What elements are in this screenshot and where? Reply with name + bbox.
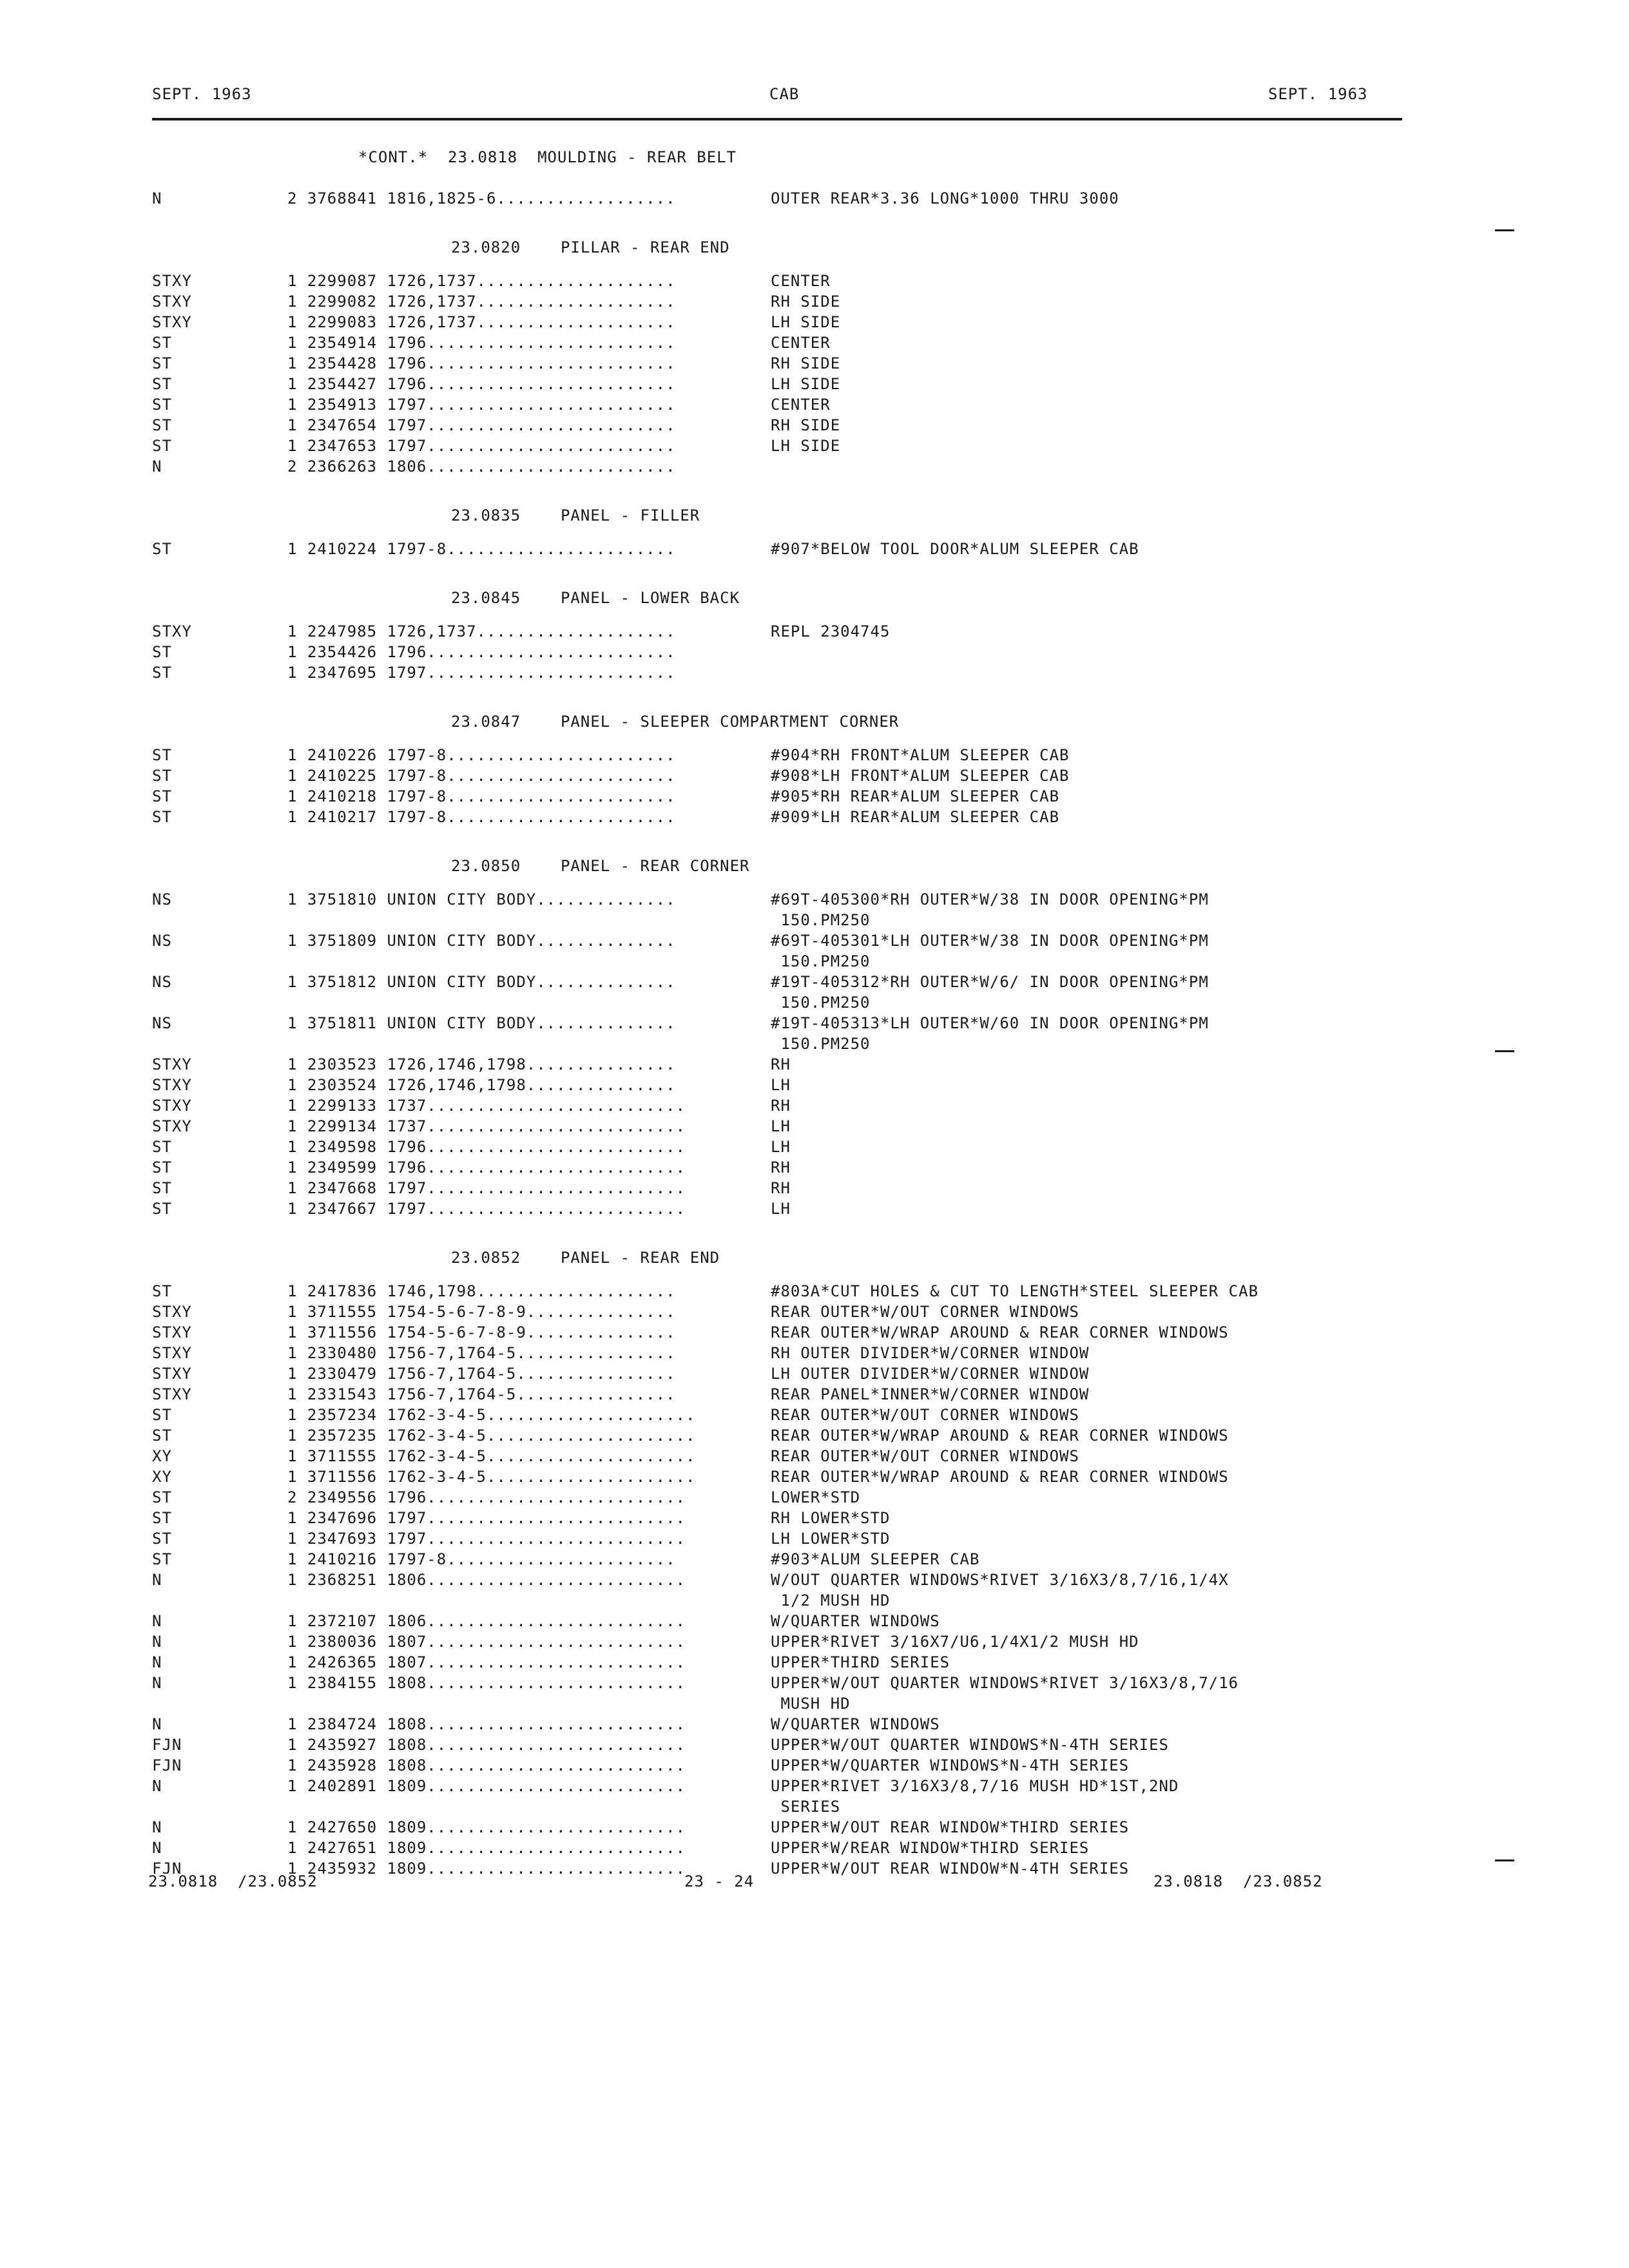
part-number-line: 1 2354428 1796.........................: [287, 354, 676, 372]
part-code: N: [152, 1571, 162, 1589]
part-description: #909*LH REAR*ALUM SLEEPER CAB: [771, 808, 1060, 826]
part-code: ST: [152, 540, 172, 558]
part-number-line: 1 2380036 1807..........................: [287, 1633, 686, 1651]
part-row: [0, 189, 1629, 210]
part-row: [0, 1117, 1629, 1138]
part-code: ST: [152, 334, 172, 352]
header-rule: [152, 118, 1402, 120]
part-code: ST: [152, 1179, 172, 1197]
part-code: ST: [152, 767, 172, 785]
part-number-line: 1 2427651 1809..........................: [287, 1839, 686, 1857]
part-row: [0, 1427, 1629, 1447]
part-description: UPPER*W/OUT QUARTER WINDOWS*N-4TH SERIES: [771, 1736, 1169, 1754]
part-number-line: 1 2410225 1797-8.......................: [287, 767, 676, 785]
section-title: 23.0835 PANEL - FILLER: [451, 506, 700, 524]
part-description: RH: [771, 1179, 791, 1197]
part-row: [0, 973, 1629, 994]
part-code: STXY: [152, 1097, 192, 1115]
part-row: [0, 1076, 1629, 1097]
part-number-line: 1 2331543 1756-7,1764-5................: [287, 1385, 676, 1403]
part-code: FJN: [152, 1756, 182, 1774]
part-description: CENTER: [771, 272, 831, 290]
part-row: [0, 1303, 1629, 1323]
part-code: N: [152, 1633, 162, 1651]
part-description: #903*ALUM SLEEPER CAB: [771, 1550, 980, 1568]
part-description: LH SIDE: [771, 437, 841, 455]
part-description: CENTER: [771, 334, 831, 352]
part-row: [0, 437, 1629, 457]
part-number-line: 1 2354914 1796.........................: [287, 334, 676, 352]
part-row: [0, 1736, 1629, 1756]
part-description: REAR OUTER*W/OUT CORNER WINDOWS: [771, 1447, 1079, 1465]
part-code: STXY: [152, 1303, 192, 1321]
part-description: UPPER*RIVET 3/16X7/U6,1/4X1/2 MUSH HD: [771, 1633, 1139, 1651]
section-title: 23.0847 PANEL - SLEEPER COMPARTMENT CORNER: [451, 713, 900, 731]
part-number-line: 1 2384724 1808..........................: [287, 1715, 686, 1733]
part-description: #19T-405312*RH OUTER*W/6/ IN DOOR OPENING*PM: [771, 973, 1209, 991]
part-number-line: 1 2349598 1796..........................: [287, 1138, 686, 1156]
header-date-left: SEPT. 1963: [152, 85, 252, 103]
part-code: ST: [152, 1550, 172, 1568]
part-code: STXY: [152, 272, 192, 290]
part-code: FJN: [152, 1736, 182, 1754]
part-row: [0, 1282, 1629, 1303]
part-number-line: 1 2368251 1806..........................: [287, 1571, 686, 1589]
page-header: [0, 85, 1629, 111]
part-row: [0, 1138, 1629, 1158]
part-number-line: 1 2435932 1809..........................: [287, 1860, 686, 1878]
part-row: [0, 1097, 1629, 1117]
section-spacer: [0, 829, 1629, 849]
part-number-line: 1 3711555 1762-3-4-5.....................: [287, 1447, 696, 1465]
part-description: RH SIDE: [771, 354, 841, 372]
section-title: 23.0820 PILLAR - REAR END: [451, 238, 730, 256]
part-number-line: 1 2347654 1797.........................: [287, 416, 676, 434]
part-row: [0, 1509, 1629, 1530]
part-code: N: [152, 1653, 162, 1671]
part-description: REPL 2304745: [771, 622, 891, 640]
part-description: #905*RH REAR*ALUM SLEEPER CAB: [771, 787, 1060, 805]
part-description: REAR OUTER*W/WRAP AROUND & REAR CORNER WINDOWS: [771, 1323, 1229, 1341]
part-code: STXY: [152, 622, 192, 640]
part-row: [0, 375, 1629, 396]
part-description: #69T-405300*RH OUTER*W/38 IN DOOR OPENING*PM: [771, 890, 1209, 908]
part-row: [0, 622, 1629, 643]
part-number-line: 1 2410216 1797-8.......................: [287, 1550, 676, 1568]
part-description: RH: [771, 1055, 791, 1073]
part-number-line: 1 2347668 1797..........................: [287, 1179, 686, 1197]
part-code: STXY: [152, 1365, 192, 1383]
part-description: RH SIDE: [771, 416, 841, 434]
part-row: [0, 1839, 1629, 1860]
part-code: ST: [152, 1200, 172, 1218]
section-heading: [0, 499, 1629, 540]
part-number-line: 1 3751810 UNION CITY BODY..............: [287, 890, 676, 908]
part-number-line: 1 2384155 1808..........................: [287, 1674, 686, 1692]
part-number-line: 1 2435928 1808..........................: [287, 1756, 686, 1774]
part-row: [0, 1365, 1629, 1385]
part-code: ST: [152, 354, 172, 372]
part-description: RH OUTER DIVIDER*W/CORNER WINDOW: [771, 1344, 1090, 1362]
part-description: MUSH HD: [771, 1695, 851, 1713]
part-code: ST: [152, 1530, 172, 1548]
part-row: [0, 293, 1629, 313]
part-row: [0, 1200, 1629, 1220]
part-row: [0, 1014, 1629, 1035]
part-number-line: 1 2354427 1796.........................: [287, 375, 676, 393]
part-code: ST: [152, 1138, 172, 1156]
part-description: RH LOWER*STD: [771, 1509, 891, 1527]
part-row: [0, 1550, 1629, 1571]
part-code: ST: [152, 643, 172, 661]
part-description: RH: [771, 1158, 791, 1177]
part-number-line: 1 2299133 1737..........................: [287, 1097, 686, 1115]
part-code: STXY: [152, 1323, 192, 1341]
part-number-line: 1 2427650 1809..........................: [287, 1818, 686, 1836]
part-row: [0, 396, 1629, 416]
section-heading: [0, 148, 1629, 189]
part-description: W/OUT QUARTER WINDOWS*RIVET 3/16X3/8,7/16,1/4X: [771, 1571, 1229, 1589]
part-description: LOWER*STD: [771, 1488, 861, 1506]
part-description: REAR PANEL*INNER*W/CORNER WINDOW: [771, 1385, 1090, 1403]
part-code: ST: [152, 416, 172, 434]
part-number-line: 1 2410226 1797-8.......................: [287, 746, 676, 764]
part-row: [0, 1344, 1629, 1365]
part-code: XY: [152, 1447, 172, 1465]
part-description: W/QUARTER WINDOWS: [771, 1612, 940, 1630]
part-row: [0, 457, 1629, 478]
section-title: 23.0845 PANEL - LOWER BACK: [451, 589, 740, 607]
part-description: REAR OUTER*W/OUT CORNER WINDOWS: [771, 1406, 1079, 1424]
part-row: [0, 808, 1629, 829]
part-code: ST: [152, 746, 172, 764]
section-heading: [0, 705, 1629, 746]
section-heading: [0, 849, 1629, 890]
section-title: 23.0850 PANEL - REAR CORNER: [451, 857, 750, 875]
part-code: STXY: [152, 313, 192, 331]
part-description: SERIES: [771, 1798, 841, 1816]
section-heading: [0, 581, 1629, 622]
part-code: ST: [152, 1488, 172, 1506]
part-number-line: 1 2330479 1756-7,1764-5................: [287, 1365, 676, 1383]
header-date-right: SEPT. 1963: [1268, 85, 1368, 103]
part-description: LH LOWER*STD: [771, 1530, 891, 1548]
part-row: [0, 890, 1629, 911]
part-row: [0, 354, 1629, 375]
part-code: N: [152, 457, 162, 476]
part-description: UPPER*THIRD SERIES: [771, 1653, 950, 1671]
part-row: [0, 952, 1629, 973]
part-code: STXY: [152, 293, 192, 311]
part-row: [0, 1798, 1629, 1818]
part-number-line: 1 3751809 UNION CITY BODY..............: [287, 932, 676, 950]
part-code: ST: [152, 396, 172, 414]
part-code: ST: [152, 1158, 172, 1177]
part-row: [0, 1695, 1629, 1715]
part-code: XY: [152, 1468, 172, 1486]
part-code: N: [152, 1839, 162, 1857]
page-number: 23 - 24: [684, 1872, 755, 1890]
part-number-line: 1 2372107 1806..........................: [287, 1612, 686, 1630]
part-row: [0, 1035, 1629, 1055]
part-number-line: 2 2349556 1796..........................: [287, 1488, 686, 1506]
part-description: RH SIDE: [771, 293, 841, 311]
part-row: [0, 1674, 1629, 1695]
part-code: ST: [152, 808, 172, 826]
part-code: NS: [152, 890, 172, 908]
part-code: STXY: [152, 1076, 192, 1094]
part-description: UPPER*W/OUT QUARTER WINDOWS*RIVET 3/16X3/8,7/16: [771, 1674, 1239, 1692]
part-description: #904*RH FRONT*ALUM SLEEPER CAB: [771, 746, 1070, 764]
part-row: [0, 1468, 1629, 1488]
part-number-line: 1 2347695 1797.........................: [287, 664, 676, 682]
part-number-line: 1 2417836 1746,1798....................: [287, 1282, 676, 1300]
part-code: STXY: [152, 1385, 192, 1403]
part-row: [0, 272, 1629, 293]
part-description: UPPER*W/OUT REAR WINDOW*N-4TH SERIES: [771, 1860, 1130, 1878]
part-code: STXY: [152, 1055, 192, 1073]
part-code: N: [152, 1674, 162, 1692]
part-row: [0, 1055, 1629, 1076]
part-number-line: 1 2347667 1797..........................: [287, 1200, 686, 1218]
part-code: ST: [152, 1406, 172, 1424]
part-description: CENTER: [771, 396, 831, 414]
part-number-line: 1 2435927 1808..........................: [287, 1736, 686, 1754]
margin-tick-mark: [1495, 1050, 1514, 1052]
part-row: [0, 1571, 1629, 1591]
section-title: *CONT.* 23.0818 MOULDING - REAR BELT: [358, 148, 737, 166]
part-row: [0, 416, 1629, 437]
part-description: #69T-405301*LH OUTER*W/38 IN DOOR OPENING*PM: [771, 932, 1209, 950]
part-description: 150.PM250: [771, 1035, 871, 1053]
part-row: [0, 1777, 1629, 1798]
part-row: [0, 1406, 1629, 1427]
part-row: [0, 1447, 1629, 1468]
part-code: NS: [152, 973, 172, 991]
part-code: ST: [152, 664, 172, 682]
part-code: N: [152, 1818, 162, 1836]
part-number-line: 1 3751812 UNION CITY BODY..............: [287, 973, 676, 991]
part-description: 150.PM250: [771, 952, 871, 970]
part-code: ST: [152, 1509, 172, 1527]
part-number-line: 1 2330480 1756-7,1764-5................: [287, 1344, 676, 1362]
part-code: ST: [152, 437, 172, 455]
part-row: [0, 1818, 1629, 1839]
part-code: ST: [152, 1427, 172, 1445]
part-row: [0, 932, 1629, 952]
part-code: N: [152, 1777, 162, 1795]
part-row: [0, 540, 1629, 561]
part-description: UPPER*RIVET 3/16X3/8,7/16 MUSH HD*1ST,2ND: [771, 1777, 1179, 1795]
section-spacer: [0, 478, 1629, 499]
part-number-line: 1 2303524 1726,1746,1798...............: [287, 1076, 676, 1094]
part-code: FJN: [152, 1860, 182, 1878]
part-description: UPPER*W/OUT REAR WINDOW*THIRD SERIES: [771, 1818, 1130, 1836]
part-number-line: 2 3768841 1816,1825-6..................: [287, 189, 676, 207]
part-description: LH SIDE: [771, 375, 841, 393]
part-row: [0, 994, 1629, 1014]
part-description: UPPER*W/QUARTER WINDOWS*N-4TH SERIES: [771, 1756, 1130, 1774]
part-description: LH: [771, 1076, 791, 1094]
part-code: STXY: [152, 1117, 192, 1135]
footer-range-right: 23.0818 /23.0852: [1153, 1872, 1323, 1890]
part-row: [0, 334, 1629, 354]
part-row: [0, 1530, 1629, 1550]
part-number-line: 1 2303523 1726,1746,1798...............: [287, 1055, 676, 1073]
part-description: REAR OUTER*W/WRAP AROUND & REAR CORNER WINDOWS: [771, 1427, 1229, 1445]
part-row: [0, 1591, 1629, 1612]
part-code: ST: [152, 787, 172, 805]
part-code: ST: [152, 1282, 172, 1300]
part-description: RH: [771, 1097, 791, 1115]
part-description: LH OUTER DIVIDER*W/CORNER WINDOW: [771, 1365, 1090, 1383]
part-row: [0, 1488, 1629, 1509]
part-row: [0, 1323, 1629, 1344]
part-code: N: [152, 1612, 162, 1630]
part-row: [0, 1385, 1629, 1406]
part-number-line: 1 2299134 1737..........................: [287, 1117, 686, 1135]
part-number-line: 1 2410217 1797-8.......................: [287, 808, 676, 826]
part-row: [0, 1612, 1629, 1633]
part-row: [0, 1158, 1629, 1179]
part-number-line: 1 2299083 1726,1737....................: [287, 313, 676, 331]
part-row: [0, 1715, 1629, 1736]
part-code: N: [152, 1715, 162, 1733]
part-number-line: 1 2426365 1807..........................: [287, 1653, 686, 1671]
part-number-line: 1 2357235 1762-3-4-5.....................: [287, 1427, 696, 1445]
part-number-line: 1 2347653 1797.........................: [287, 437, 676, 455]
part-description: LH: [771, 1117, 791, 1135]
part-description: #907*BELOW TOOL DOOR*ALUM SLEEPER CAB: [771, 540, 1139, 558]
part-description: LH: [771, 1200, 791, 1218]
section-heading: [0, 231, 1629, 272]
margin-tick-mark: [1495, 229, 1514, 231]
margin-tick-mark: [1495, 1860, 1514, 1861]
part-row: [0, 911, 1629, 932]
part-code: N: [152, 189, 162, 207]
part-number-line: 1 2347693 1797..........................: [287, 1530, 686, 1548]
footer-range-left: 23.0818 /23.0852: [148, 1872, 318, 1890]
part-description: 150.PM250: [771, 911, 871, 929]
part-code: NS: [152, 932, 172, 950]
part-description: LH: [771, 1138, 791, 1156]
part-number-line: 1 2299082 1726,1737....................: [287, 293, 676, 311]
section-spacer: [0, 210, 1629, 231]
part-row: [0, 313, 1629, 334]
part-row: [0, 787, 1629, 808]
part-row: [0, 643, 1629, 664]
part-number-line: 1 2410218 1797-8.......................: [287, 787, 676, 805]
part-code: NS: [152, 1014, 172, 1032]
part-code: ST: [152, 375, 172, 393]
part-number-line: 1 3711556 1754-5-6-7-8-9...............: [287, 1323, 676, 1341]
part-description: 150.PM250: [771, 994, 871, 1012]
part-number-line: 1 2299087 1726,1737....................: [287, 272, 676, 290]
part-description: #908*LH FRONT*ALUM SLEEPER CAB: [771, 767, 1070, 785]
part-description: OUTER REAR*3.36 LONG*1000 THRU 3000: [771, 189, 1119, 207]
part-number-line: 1 2354913 1797.........................: [287, 396, 676, 414]
part-description: #803A*CUT HOLES & CUT TO LENGTH*STEEL SLEEPER CAB: [771, 1282, 1259, 1300]
part-number-line: 2 2366263 1806.........................: [287, 457, 676, 476]
parts-list: [0, 148, 1629, 1901]
part-description: 1/2 MUSH HD: [771, 1591, 891, 1610]
part-row: [0, 664, 1629, 684]
part-description: W/QUARTER WINDOWS: [771, 1715, 940, 1733]
part-number-line: 1 2354426 1796.........................: [287, 643, 676, 661]
part-description: REAR OUTER*W/WRAP AROUND & REAR CORNER WINDOWS: [771, 1468, 1229, 1486]
section-spacer: [0, 561, 1629, 581]
part-row: [0, 1756, 1629, 1777]
part-code: STXY: [152, 1344, 192, 1362]
part-number-line: 1 3711556 1762-3-4-5.....................: [287, 1468, 696, 1486]
section-spacer: [0, 684, 1629, 705]
part-number-line: 1 2410224 1797-8.......................: [287, 540, 676, 558]
part-number-line: 1 2357234 1762-3-4-5.....................: [287, 1406, 696, 1424]
part-number-line: 1 3711555 1754-5-6-7-8-9...............: [287, 1303, 676, 1321]
part-row: [0, 1179, 1629, 1200]
part-number-line: 1 2349599 1796..........................: [287, 1158, 686, 1177]
part-row: [0, 767, 1629, 787]
part-number-line: 1 2247985 1726,1737....................: [287, 622, 676, 640]
header-section-title: CAB: [769, 85, 800, 103]
part-number-line: 1 2347696 1797..........................: [287, 1509, 686, 1527]
section-title: 23.0852 PANEL - REAR END: [451, 1249, 720, 1267]
part-description: LH SIDE: [771, 313, 841, 331]
part-number-line: 1 3751811 UNION CITY BODY..............: [287, 1014, 676, 1032]
part-number-line: 1 2402891 1809..........................: [287, 1777, 686, 1795]
part-description: REAR OUTER*W/OUT CORNER WINDOWS: [771, 1303, 1079, 1321]
part-description: UPPER*W/REAR WINDOW*THIRD SERIES: [771, 1839, 1090, 1857]
section-spacer: [0, 1220, 1629, 1241]
section-heading: [0, 1241, 1629, 1282]
part-row: [0, 1653, 1629, 1674]
part-row: [0, 1633, 1629, 1653]
part-description: #19T-405313*LH OUTER*W/60 IN DOOR OPENING*PM: [771, 1014, 1209, 1032]
part-row: [0, 746, 1629, 767]
